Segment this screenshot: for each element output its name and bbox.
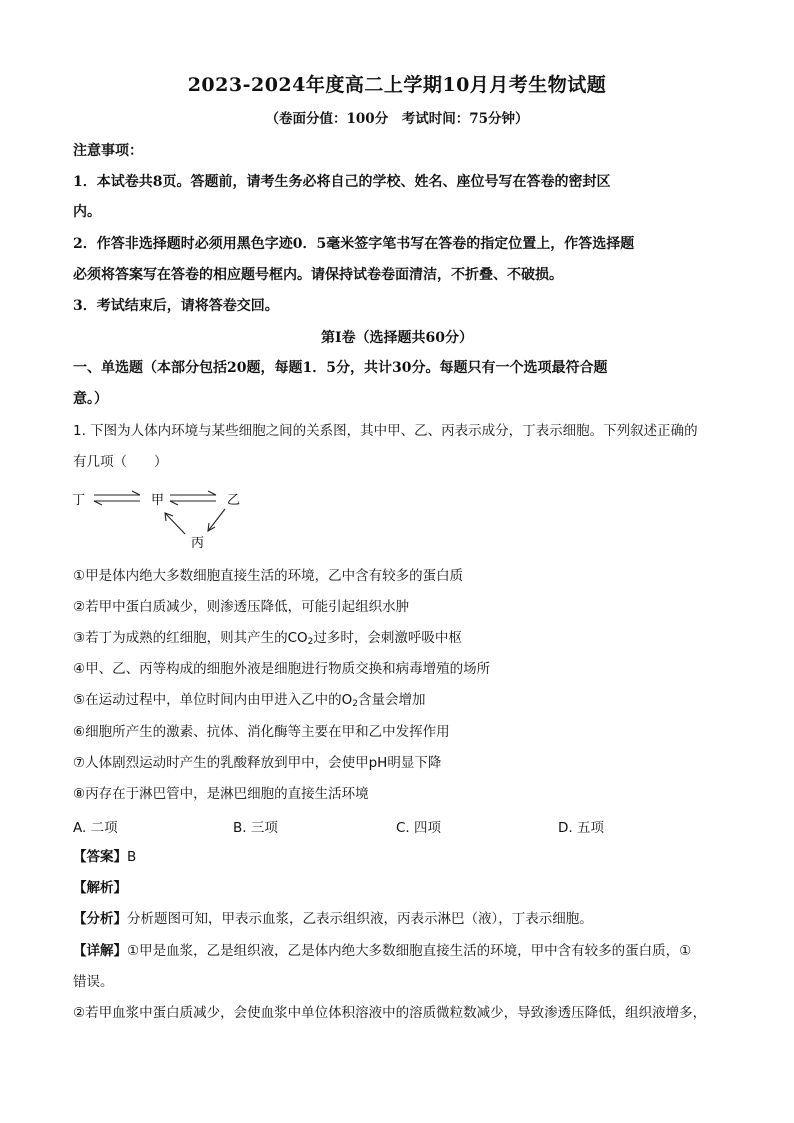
xiangjie-line-2: 错误。 — [73, 974, 114, 990]
notes-heading: 注意事项： — [73, 143, 143, 159]
part-title: 第Ⅰ卷（选择题共60分） — [320, 330, 474, 346]
body-fluid-diagram — [68, 482, 258, 554]
fenxi-tag: 【分析】 — [73, 911, 127, 927]
note-1-line-2: 内。 — [73, 204, 101, 220]
note-3: 3．考试结束后，请将答卷交回。 — [73, 298, 279, 314]
fenxi-line: 【分析】分析题图可知，甲表示血浆，乙表示组织液，丙表示淋巴（液），丁表示细胞。 — [73, 911, 593, 927]
note-1-line-1: 1．本试卷共8页。答题前，请考生务必将自己的学校、姓名、座位号写在答卷的密封区 — [73, 174, 611, 190]
xiangjie-tag: 【详解】 — [73, 943, 127, 959]
statement-1: ①甲是体内绝大多数细胞直接生活的环境，乙中含有较多的蛋白质 — [73, 568, 464, 584]
diagram-label-jia: 甲 — [151, 493, 165, 508]
option-c: C. 四项 — [396, 820, 442, 836]
exam-subtitle: （卷面分值：100分 考试时间：75分钟） — [265, 111, 529, 127]
option-d: D. 五项 — [558, 820, 604, 836]
statement-8: ⑧丙存在于淋巴管中，是淋巴细胞的直接生活环境 — [73, 786, 369, 802]
option-b: B. 三项 — [233, 820, 278, 836]
note-2-line-2: 必须将答案写在答卷的相应题号框内。请保持试卷卷面清洁，不折叠、不破损。 — [73, 267, 563, 283]
option-a: A. 二项 — [73, 820, 118, 836]
diagram-label-ding: 丁 — [72, 493, 86, 508]
statement-7: ⑦人体剧烈运动时产生的乳酸释放到甲中，会使甲pH明显下降 — [73, 755, 442, 771]
section-heading-line-1: 一、单选题（本部分包括20题，每题1．5分，共计30分。每题只有一个选项最符合题 — [73, 360, 608, 376]
diagram-label-bing: 丙 — [191, 536, 205, 551]
statement-4: ④甲、乙、丙等构成的细胞外液是细胞进行物质交换和病毒增殖的场所 — [73, 661, 491, 677]
answer-line — [73, 847, 136, 867]
xiangjie-line-3: ②若甲血浆中蛋白质减少，会使血浆中单位体积溶液中的溶质微粒数减少，导致渗透压降低，组织液增多， — [73, 1005, 707, 1021]
analysis-tag: 【解析】 — [73, 880, 127, 896]
page-title: 2023-2024年度高二上学期10月月考生物试题 — [187, 74, 607, 96]
answer-value: B — [127, 849, 137, 865]
statement-5: ⑤在运动过程中，单位时间内由甲进入乙中的$O_2$含量会增加 — [73, 692, 426, 709]
analysis-line — [73, 878, 127, 898]
diagram-label-yi: 乙 — [227, 493, 241, 508]
statement-2: ②若甲中蛋白质减少，则渗透压降低，可能引起组织水肿 — [73, 599, 410, 615]
question-stem-line-2: 有几项（ ） — [73, 454, 168, 470]
xiangjie-line-1: 【详解】①甲是血浆，乙是组织液，乙是体内绝大多数细胞直接生活的环境，甲中含有较多的蛋白质，① — [73, 943, 692, 959]
statement-3: ③若丁为成熟的红细胞，则其产生的$CO_2$过多时，会刺激呼吸中枢 — [73, 630, 462, 647]
note-2-line-1: 2．作答非选择题时必须用黑色字迹0．5毫米签字笔书写在答卷的指定位置上，作答选择题 — [73, 236, 635, 252]
section-heading-line-2: 意。） — [73, 391, 108, 407]
question-stem-line-1: 1. 下图为人体内环境与某些细胞之间的关系图，其中甲、乙、丙表示成分，丁表示细胞。下列叙述正确的 — [73, 423, 698, 439]
statement-6: ⑥细胞所产生的激素、抗体、消化酶等主要在甲和乙中发挥作用 — [73, 724, 450, 740]
answer-tag: 【答案】 — [73, 849, 127, 865]
